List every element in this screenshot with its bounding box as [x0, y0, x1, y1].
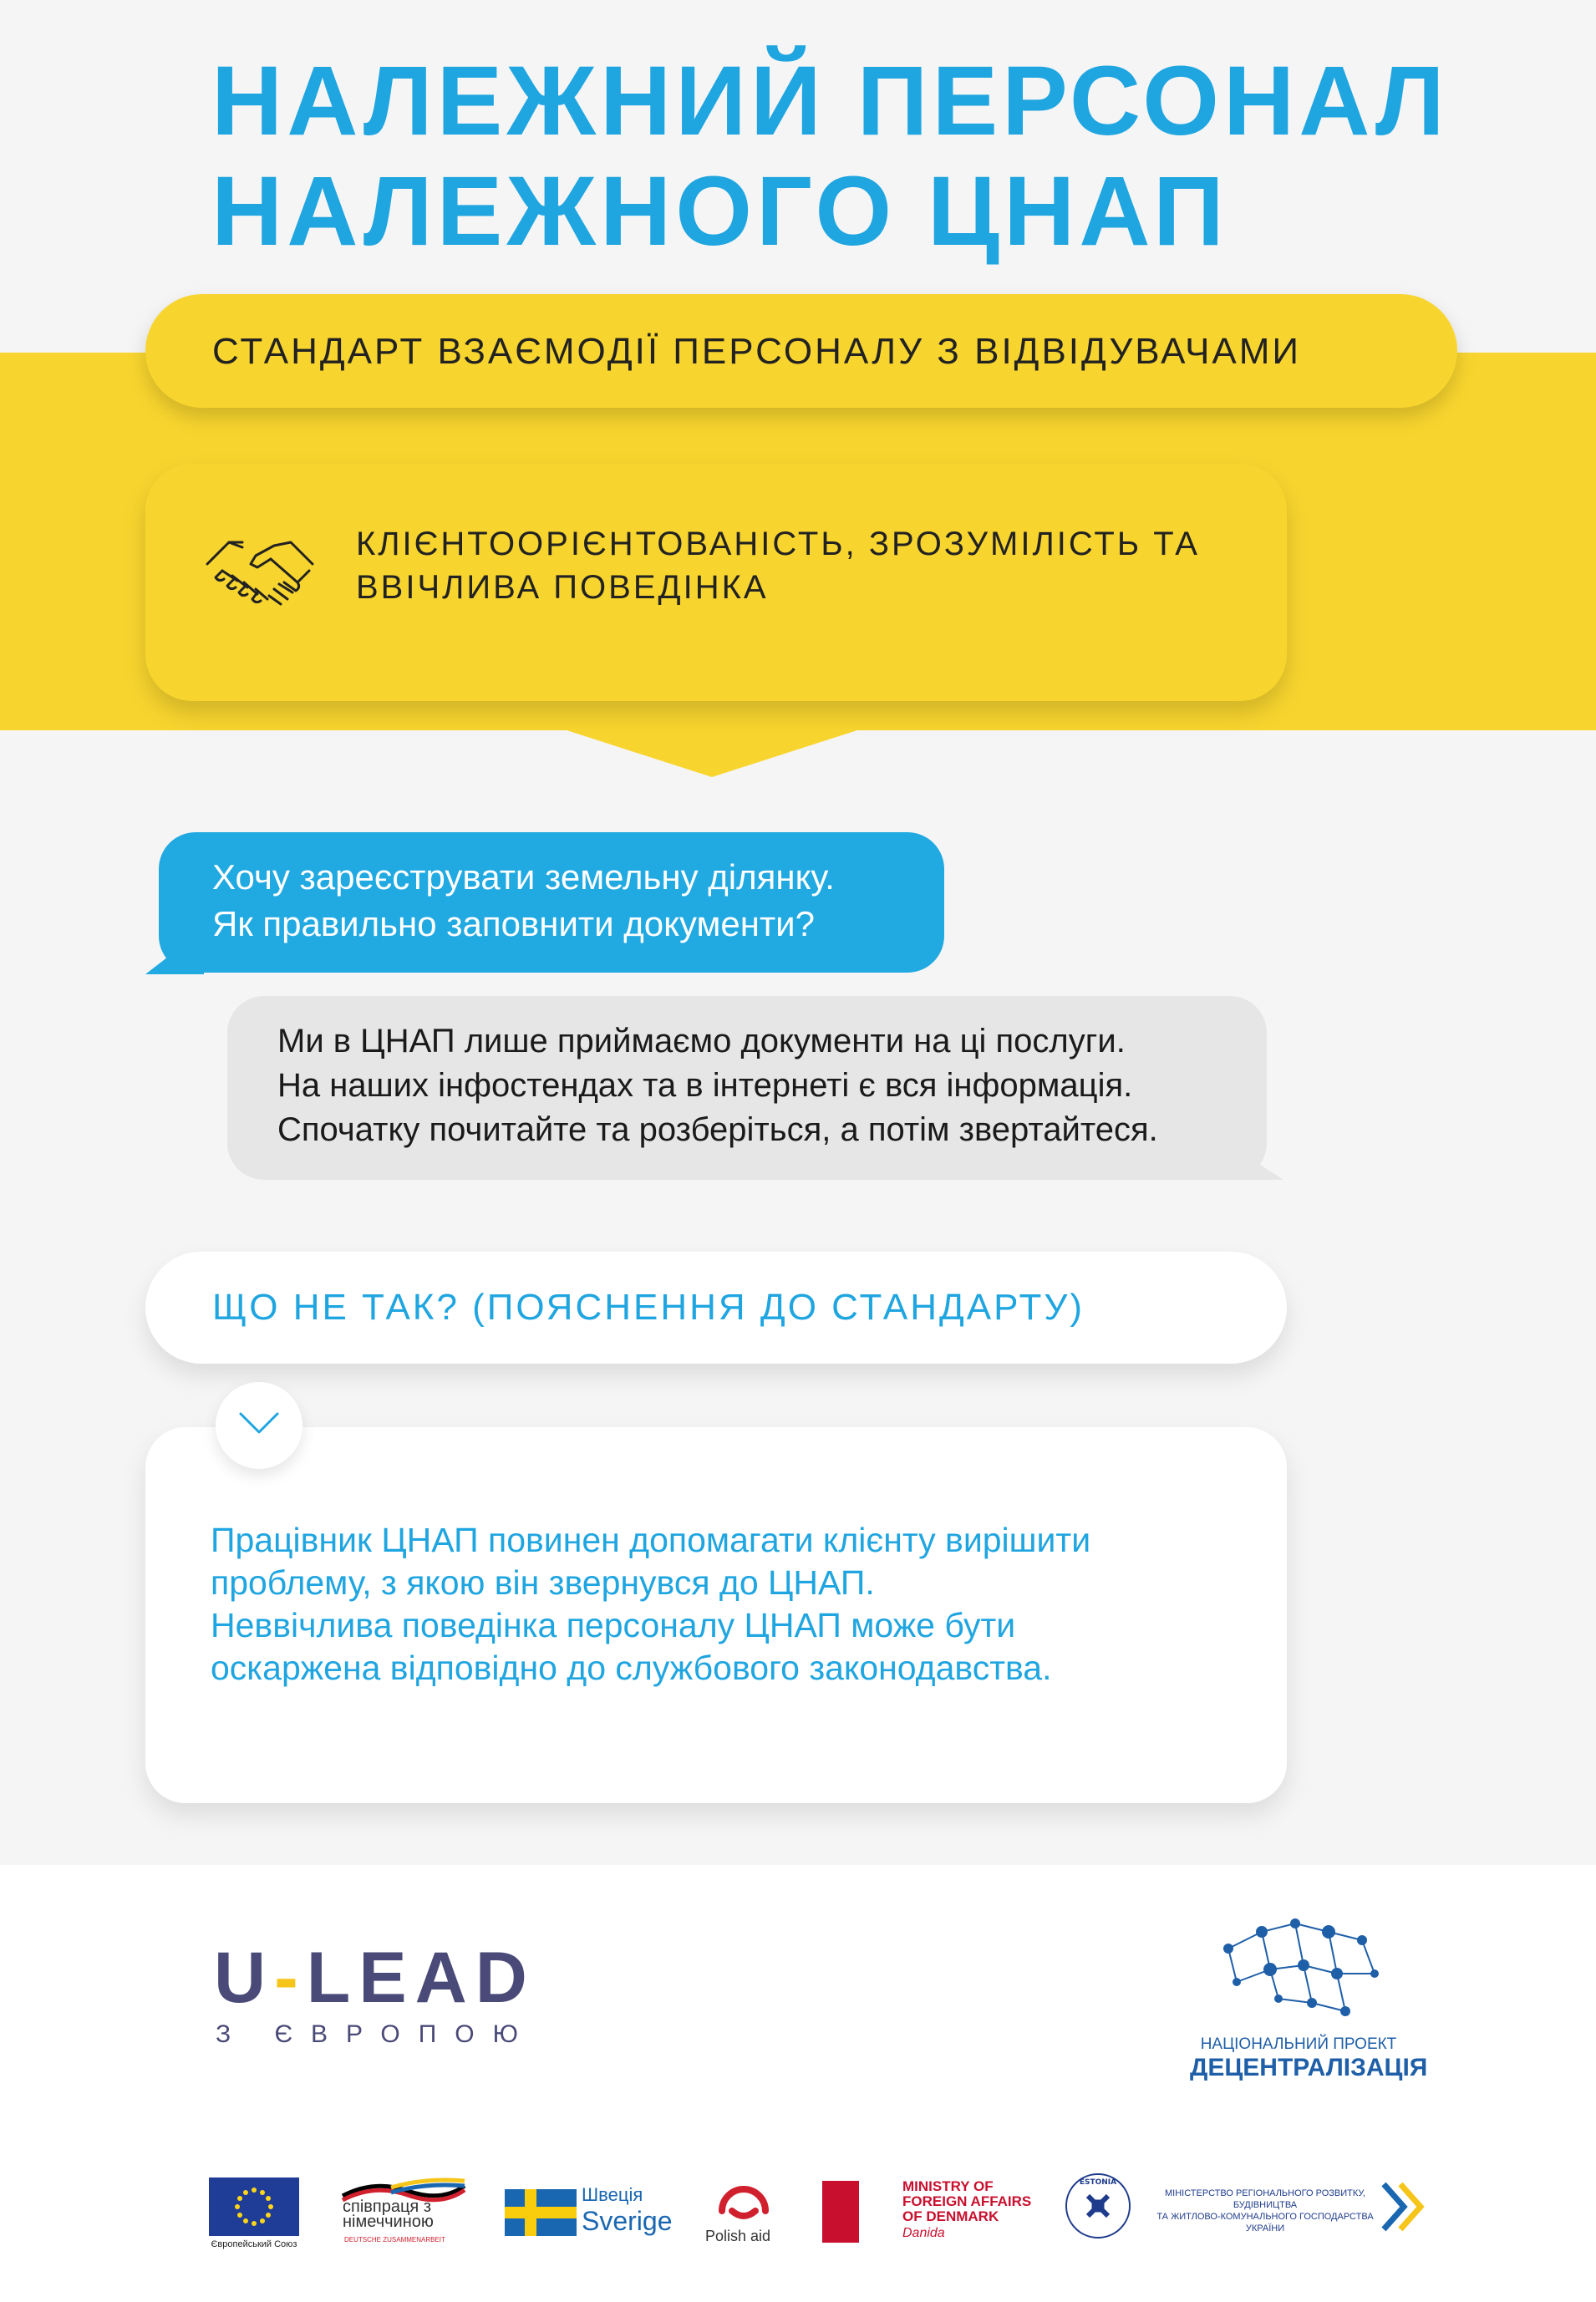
- explanation-line-3: Неввічлива поведінка персоналу ЦНАП може бути: [211, 1606, 1016, 1644]
- estonia-label: ESTONIA: [1079, 2178, 1117, 2187]
- visitor-message-line-1: Хочу зареєструвати земельну ділянку.: [212, 857, 835, 897]
- explanation-card: [145, 1427, 1287, 1803]
- principle-line-1: КЛІЄНТООРІЄНТОВАНІСТЬ, ЗРОЗУМІЛІСТЬ ТА: [356, 526, 1200, 562]
- denmark-sublabel: Danida: [902, 2226, 945, 2240]
- standard-pill: [145, 294, 1457, 408]
- staff-message-line-3: Спочатку почитайте та розберіться, а потім звертайтеся.: [277, 1111, 1158, 1148]
- germany-label: [343, 2199, 434, 2229]
- eu-caption: Європейський Союз: [211, 2239, 297, 2249]
- sweden-flag-icon: [505, 2189, 577, 2236]
- germany-sublabel: DEUTSCHE ZUSAMMENARBEIT: [344, 2236, 445, 2244]
- sweden-label-2: Sverige: [582, 2206, 673, 2236]
- network-map-icon: [1212, 1907, 1387, 2032]
- eu-flag-icon: [209, 2177, 299, 2236]
- principle-line-2: ВВІЧЛИВА ПОВЕДІНКА: [356, 569, 769, 606]
- polish-aid-icon: [710, 2177, 777, 2228]
- denmark-crest-icon: [822, 2181, 859, 2243]
- ulead-logo-lead: LEAD: [306, 1938, 536, 2018]
- ministry-label-1: МІНІСТЕРСТВО РЕГІОНАЛЬНОГО РОЗВИТКУ,: [1165, 2188, 1365, 2198]
- ministry-label-4: УКРАЇНИ: [1245, 2223, 1285, 2233]
- ministry-label: [1156, 2188, 1374, 2234]
- estonia-logo-icon: [1063, 2171, 1133, 2241]
- denmark-label-3: OF DENMARK: [902, 2208, 999, 2224]
- ministry-label-3: ТА ЖИТЛОВО-КОМУНАЛЬНОГО ГОСПОДАРСТВА: [1156, 2212, 1374, 2222]
- expand-toggle[interactable]: [216, 1382, 302, 1469]
- polish-aid-label: Polish aid: [705, 2228, 771, 2244]
- explanation-line-1: Працівник ЦНАП повинен допомагати клієнту вирішити: [211, 1521, 1091, 1559]
- staff-message-bubble: [227, 996, 1267, 1180]
- sweden-label-1: Швеція: [582, 2184, 643, 2205]
- staff-message-line-1: Ми в ЦНАП лише приймаємо документи на ці послуги.: [277, 1023, 1126, 1060]
- standard-label: СТАНДАРТ ВЗАЄМОДІЇ ПЕРСОНАЛУ З ВІДВІДУВАЧАМИ: [212, 331, 1302, 372]
- decentralization-label-1: НАЦІОНАЛЬНИЙ ПРОЕКТ: [1200, 2035, 1397, 2053]
- staff-message-line-2: На наших інфостендах та в інтернеті є вся інформація.: [277, 1067, 1133, 1104]
- chevron-down-icon: [237, 1407, 281, 1441]
- title-line-1: НАЛЕЖНИЙ ПЕРСОНАЛ: [211, 46, 1449, 156]
- denmark-label-2: FOREIGN AFFAIRS: [902, 2193, 1032, 2209]
- germany-label-2: німеччиною: [343, 2213, 434, 2231]
- principle-card: [145, 464, 1287, 701]
- ulead-logo-u: U: [214, 1938, 275, 2018]
- visitor-message-bubble: [159, 832, 944, 973]
- ulead-logo: [214, 1937, 536, 2020]
- decentralization-label-2: ДЕЦЕНТРАЛІЗАЦІЯ: [1190, 2054, 1428, 2081]
- title-line-2: НАЛЕЖНОГО ЦНАП: [211, 156, 1228, 267]
- ministry-arrow-icon: [1379, 2181, 1429, 2233]
- ulead-logo-dash: -: [274, 1938, 307, 2018]
- denmark-label: [902, 2179, 1031, 2224]
- denmark-label-1: MINISTRY OF: [902, 2178, 994, 2194]
- explanation-header-pill: [145, 1252, 1287, 1364]
- explanation-header: ЩО НЕ ТАК? (ПОЯСНЕННЯ ДО СТАНДАРТУ): [212, 1287, 1085, 1328]
- handshake-icon: [204, 527, 316, 611]
- explanation-line-2: проблему, з якою він звернувся до ЦНАП.: [211, 1563, 875, 1602]
- ministry-label-2: БУДІВНИЦТВА: [1233, 2200, 1298, 2210]
- visitor-message-line-2: Як правильно заповнити документи?: [212, 904, 815, 943]
- explanation-line-4: оскаржена відповідно до службового законодавства.: [211, 1649, 1052, 1687]
- yellow-pointer: [562, 729, 862, 777]
- page-title: [211, 46, 1449, 267]
- ulead-tagline: З ЄВРОПОЮ: [216, 2020, 536, 2048]
- germany-label-1: співпраця з: [343, 2198, 431, 2216]
